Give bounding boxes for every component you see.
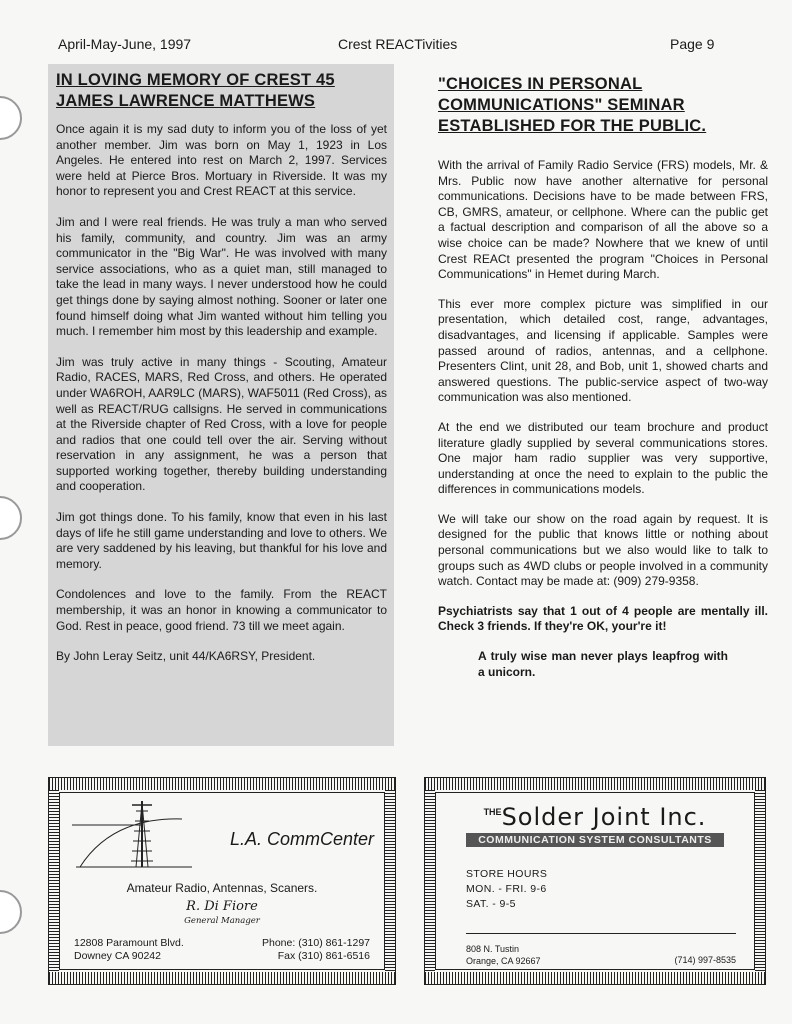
header-date: April-May-June, 1997 <box>58 36 192 52</box>
solder-joint-address: 808 N. Tustin Orange, CA 92667 <box>466 944 541 966</box>
ruler-border <box>425 790 435 972</box>
memorial-paragraph: Condolences and love to the family. From the REACT membership, it was an honor in knowing a communicator to God. Rest in peace, good friend. 73 till we meet again. <box>56 587 387 633</box>
solder-joint-logo: $^{THE}$Solder Joint Inc. <box>483 803 707 831</box>
filler-note-psychiatrists: Psychiatrists say that 1 out of 4 people are mentally ill. Check 3 friends. If they're OK, your're it! <box>438 603 768 634</box>
seminar-paragraph: At the end we distributed our team brochure and product literature gladly supplied by several communications stores. One major ham radio supplier was very supportive, understanding at once the need to explain to the public the differences in communications models. <box>438 419 768 497</box>
la-commcenter-address: 12808 Paramount Blvd. Downey CA 90242 <box>74 937 184 962</box>
memorial-paragraph: Jim and I were real friends. He was truly a man who served his family, community, and country. Jim was an army communicator in the "Big War". He was involved with many service associations, who as a quiet man, still managed to take the lead in many ways. I never understood how he could get things done by saying almost nothing. Sooner or later one found himself doing what Jim wanted without him telling you much. I remember him most by this leadership and example. <box>56 214 387 339</box>
ad-la-commcenter <box>48 777 396 985</box>
ad-solder-joint <box>424 777 766 985</box>
divider <box>466 933 736 934</box>
ruler-border <box>49 972 395 984</box>
ruler-border <box>385 790 395 972</box>
ruler-border <box>49 778 395 790</box>
la-commcenter-phone: Phone: (310) 861-1297 Fax (310) 861-6516 <box>262 937 370 962</box>
la-commcenter-role: General Manager <box>184 916 260 926</box>
memorial-paragraph: Once again it is my sad duty to inform you of the loss of yet another member. Jim was born on May 1, 1923 in Los Angeles. He entered into rest on March 2, 1997. Services were held at Pierce Bros. Mortuary in Riverside. It was my honor to represent you and Crest REACT at this service. <box>56 122 387 199</box>
binder-hole <box>0 96 22 140</box>
filler-note-leapfrog: A truly wise man never plays leapfrog with a unicorn. <box>478 649 728 679</box>
solder-joint-band: COMMUNICATION SYSTEM CONSULTANTS <box>466 833 724 847</box>
radio-tower-logo <box>72 797 212 869</box>
solder-joint-hours: STORE HOURS MON. - FRI. 9-6 SAT. - 9-5 <box>466 868 548 910</box>
memorial-paragraph: Jim was truly active in many things - Scouting, Amateur Radio, RACES, MARS, Red Cross, and others. He operated under WA6ROH, AAR9LC (MARS), WAF5011 (Red Cross), as well as REACT/RUG callsigns. He served in communications at the Riverside chapter of Red Cross, with a love for people and radios that one could tell over the air. Serving without reservation in any assignment, he was a person that supported working together, thereby building understanding and cooperation. <box>56 354 387 494</box>
seminar-title: "CHOICES IN PERSONAL COMMUNICATIONS" SEMINAR ESTABLISHED FOR THE PUBLIC. <box>438 75 707 135</box>
binder-hole <box>0 496 22 540</box>
memorial-article <box>48 64 394 746</box>
la-commcenter-signature: R. Di Fiore <box>186 899 258 914</box>
seminar-paragraph: This ever more complex picture was simplified in our presentation, which detailed cost, range, advantages, disadvantages, and licensing if applicable. Samples were passed around of radios, antennas, and a cellphone. Presenters Clint, unit 28, and Bob, unit 1, showed charts and answered questions. The public-service aspect of two-way communication was also mentioned. <box>438 296 768 405</box>
seminar-paragraph: With the arrival of Family Radio Service (FRS) models, Mr. & Mrs. Public now have another alternative for personal communications. Decisions have to be made between FRS, CB, GMRS, amateur, or cellphone. Where can the public get a factual description and comparison of all the above so a wise choice can be made? Nowhere that we knew of until Crest REACt presented the program "Choices in Personal Communications" in Hemet during March. <box>438 158 768 282</box>
ruler-border <box>49 790 59 972</box>
header-page-number: Page 9 <box>670 36 715 52</box>
ruler-border <box>425 972 765 984</box>
la-commcenter-tagline: Amateur Radio, Antennas, Scaners. <box>126 881 318 895</box>
seminar-paragraph: We will take our show on the road again by request. It is designed for the public that knows little or nothing about personal communications but we also would like to talk to groups such as 4WD clubs or people involved in a community watch. Contact may be made at: (909) 279-9358. <box>438 511 768 589</box>
solder-joint-phone: (714) 997-8535 <box>674 955 736 965</box>
binder-hole <box>0 890 22 934</box>
memorial-byline: By John Leray Seitz, unit 44/KA6RSY, President. <box>56 649 316 664</box>
memorial-title: IN LOVING MEMORY OF CREST 45 JAMES LAWRENCE MATTHEWS <box>56 71 335 110</box>
header-publication: Crest REACTivities <box>338 36 458 52</box>
ruler-border <box>425 778 765 790</box>
ruler-border <box>755 790 765 972</box>
seminar-article <box>438 64 768 694</box>
la-commcenter-name: L.A. CommCenter <box>230 829 375 849</box>
memorial-paragraph: Jim got things done. To his family, know that even in his last days of life he still game understanding and love to others. We are very saddened by his leaving, but thankful for his love and memory. <box>56 510 387 571</box>
